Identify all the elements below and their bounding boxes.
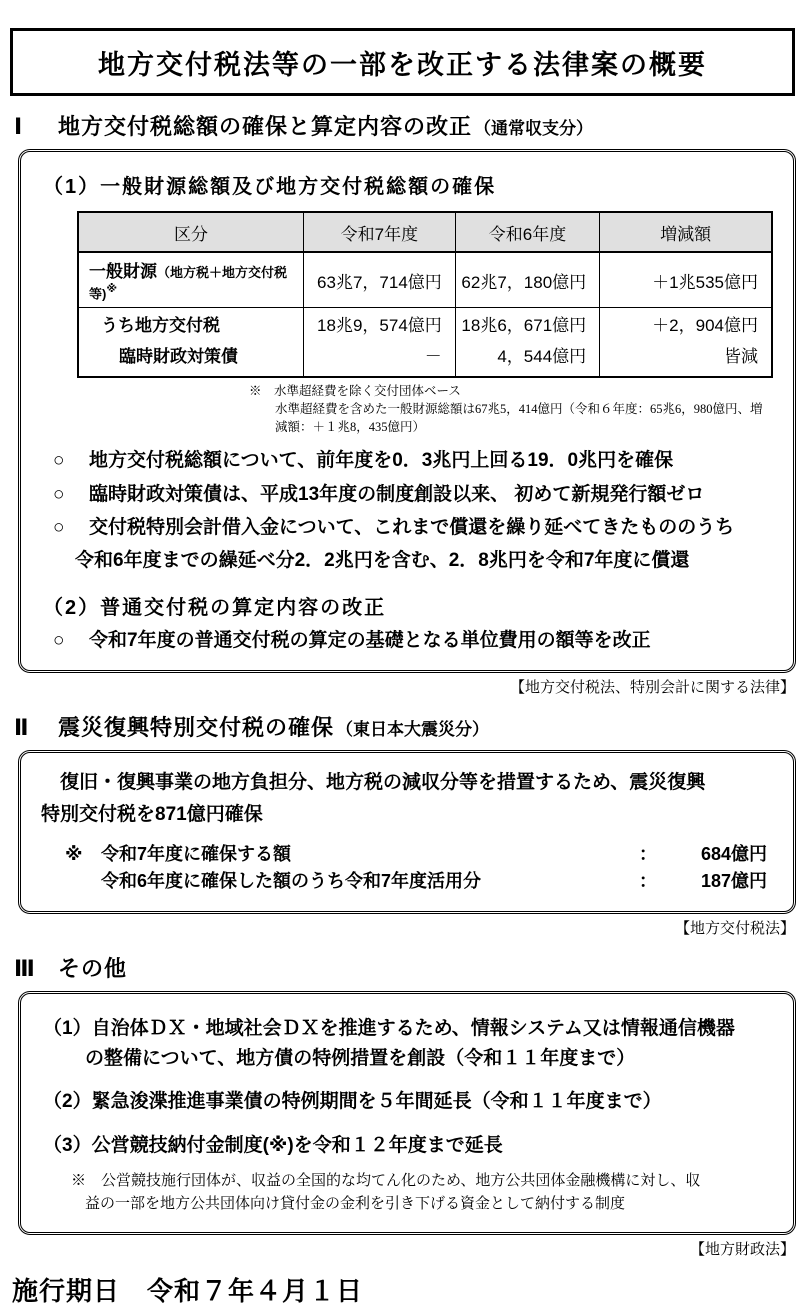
item-line1: （1）自治体ＤＸ・地域社会ＤＸを推進するため、情報システム又は情報通信機器 — [43, 1018, 735, 1040]
section-2-box — [18, 750, 796, 915]
section-1-law-label: 【地方交付税法、特別会計に関する法律】 — [509, 679, 795, 696]
document-title: 地方交付税法等の一部を改正する法律案の概要 — [98, 49, 707, 80]
section-2-subnote: （東日本大震災分） — [336, 719, 490, 739]
summary-table — [77, 211, 773, 378]
note-label: 令和7年度に確保する額 — [101, 844, 292, 865]
note-value: 684億円 — [700, 844, 767, 865]
bullet-item — [47, 478, 773, 511]
row-label-general-revenue: 一般財源（地方税＋地方交付税等)※ — [78, 252, 303, 308]
section-3-note — [71, 1170, 773, 1217]
section-3-heading — [14, 952, 812, 983]
table-footnote-line2: 水準超経費を含めた一般財源総額は67兆5，414億円（令和６年度：65兆6，980億円、増減額：＋１兆8，435億円） — [275, 402, 763, 435]
section-3-numeral: Ⅲ — [14, 956, 35, 982]
bullet-item — [47, 511, 773, 544]
section-3-box — [18, 991, 796, 1235]
note-row — [65, 868, 773, 895]
col-header-diff: 増減額 — [600, 212, 772, 252]
section-2-title: 震災復興特別交付税の確保 — [58, 714, 335, 740]
effective-date: 施行期日 令和７年４月１日 — [12, 1276, 364, 1307]
section-1-subnote: （通常収支分） — [474, 119, 594, 138]
section-3-item-3 — [43, 1131, 773, 1160]
section-2-numeral: Ⅱ — [14, 714, 29, 740]
bullet-item — [47, 624, 773, 657]
section-1-bullets — [47, 444, 773, 577]
paragraph-line1: 復旧・復興事業の地方負担分、地方税の減収分等を措置するため、震災復興 — [60, 771, 706, 793]
bullet-text: 臨時財政対策債は、平成13年度の制度創設以来、 初めて新規発行額ゼロ — [89, 483, 705, 505]
document-title-box — [10, 28, 795, 96]
table-footnote-line1: ※ 水準超経費を除く交付団体ベース — [249, 384, 461, 398]
bullet-text: 令和7年度の普通交付税の算定の基礎となる単位費用の額等を改正 — [89, 630, 651, 652]
document-page — [0, 28, 812, 1307]
note-line1: ※ 公営競技施行団体が、収益の全国的な均てん化のため、地方公共団体金融機構に対し、収 — [71, 1172, 701, 1189]
table-row-general-revenue — [78, 252, 772, 308]
note-row — [65, 841, 773, 868]
note-line2: 益の一部を地方公共団体向け貸付金の金利を引き下げる資金として納付する制度 — [85, 1196, 626, 1213]
asterisk-mark — [65, 868, 101, 895]
note-label: 令和6年度に確保した額のうち令和7年度活用分 — [101, 871, 482, 892]
section-3-item-1 — [43, 1014, 773, 1073]
circle-bullet-icon: ○ — [53, 630, 65, 652]
cell-diff-koufuzei: ＋2，904億円 皆減 — [600, 308, 772, 378]
section-1-title: 地方交付税総額の確保と算定内容の改正 — [58, 114, 473, 139]
cell-r7-general: 63兆7，714億円 — [303, 252, 455, 308]
row-label-koufuzei: うち地方交付税 臨時財政対策債 — [78, 308, 303, 378]
col-header-reiwa7: 令和7年度 — [303, 212, 455, 252]
section-3-law-label: 【地方財政法】 — [689, 1242, 795, 1259]
table-header-row — [78, 212, 772, 252]
cell-r6-general: 62兆7，180億円 — [455, 252, 599, 308]
circle-bullet-icon: ○ — [53, 516, 65, 538]
part-1-heading: （1）一般財源総額及び地方交付税総額の確保 — [43, 176, 497, 198]
section-2-paragraph — [41, 767, 773, 832]
asterisk-mark: ※ — [65, 844, 83, 865]
section-3-title: その他 — [58, 956, 128, 982]
item-line2: の整備について、地方債の特例措置を創設（令和１１年度まで） — [85, 1047, 636, 1069]
paragraph-line2: 特別交付税を871億円確保 — [41, 803, 263, 825]
note-colon: ： — [639, 844, 657, 865]
section-2-law-label: 【地方交付税法】 — [674, 921, 795, 938]
table-row-koufuzei — [78, 308, 772, 378]
section-1-numeral: Ⅰ — [14, 114, 23, 139]
circle-bullet-icon: ○ — [53, 483, 65, 505]
section-1-heading — [14, 110, 812, 141]
section-3-item-2 — [43, 1087, 773, 1116]
col-header-reiwa6: 令和6年度 — [455, 212, 599, 252]
note-value: 187億円 — [700, 871, 767, 892]
col-header-kubun: 区分 — [78, 212, 303, 252]
circle-bullet-icon: ○ — [53, 450, 65, 472]
section-2-notes — [65, 841, 773, 895]
item-line1: （3）公営競技納付金制度(※)を令和１２年度まで延長 — [43, 1134, 503, 1156]
item-line1: （2）緊急浚渫推進事業債の特例期間を５年間延長（令和１１年度まで） — [43, 1091, 662, 1113]
cell-r6-koufuzei: 18兆6，671億円 4，544億円 — [455, 308, 599, 378]
section-1-box — [18, 149, 796, 673]
bullet-text-continued: 令和6年度までの繰延べ分2．2兆円を含む、2．8兆円を令和7年度に償還 — [75, 550, 690, 572]
cell-diff-general: ＋1兆535億円 — [600, 252, 772, 308]
cell-r7-koufuzei: 18兆9，574億円 － — [303, 308, 455, 378]
section-2-heading — [14, 711, 812, 742]
bullet-item — [47, 444, 773, 477]
bullet-text: 交付税特別会計借入金について、これまで償還を繰り延べてきたもののうち — [89, 516, 735, 538]
bullet-text: 地方交付税総額について、前年度を0．3兆円上回る19．0兆円を確保 — [89, 450, 674, 472]
part-2-heading: （2）普通交付税の算定内容の改正 — [43, 597, 387, 620]
table-footnote — [249, 382, 773, 436]
note-colon: ： — [639, 871, 657, 892]
